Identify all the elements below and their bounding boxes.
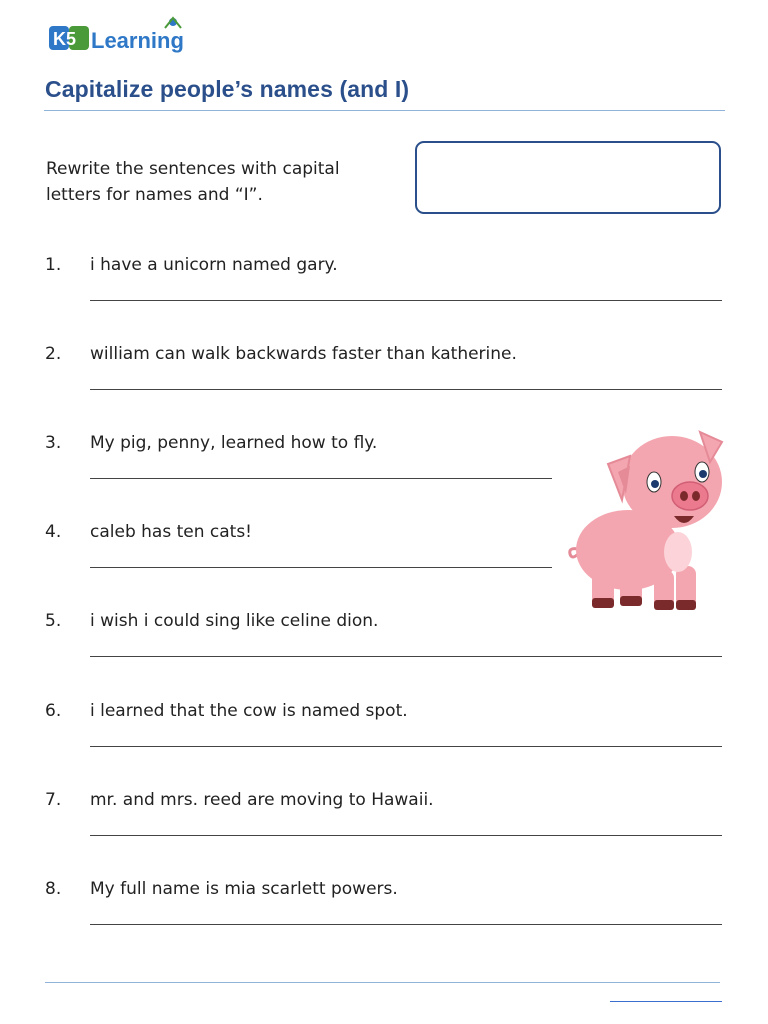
question-text: i learned that the cow is named spot.	[90, 701, 408, 721]
page-title: Capitalize people’s names (and I)	[45, 76, 410, 102]
logo-k5-text: K5	[53, 29, 77, 49]
question-number: 5.	[45, 611, 62, 631]
question-6	[0, 701, 768, 761]
answer-line-8[interactable]	[90, 924, 722, 925]
pig-illustration	[560, 420, 726, 620]
question-number: 7.	[45, 790, 62, 810]
question-text: My pig, penny, learned how to fly.	[90, 433, 378, 453]
question-text: My full name is mia scarlett powers.	[90, 879, 398, 899]
k5-learning-logo	[47, 14, 212, 58]
answer-line-6[interactable]	[90, 746, 722, 747]
footer-link[interactable]	[610, 1001, 722, 1002]
question-text: i have a unicorn named gary.	[90, 255, 338, 275]
question-number: 1.	[45, 255, 62, 275]
question-number: 6.	[45, 701, 62, 721]
instructions: Rewrite the sentences with capital letters for names and “I”.	[46, 159, 340, 205]
question-text: mr. and mrs. reed are moving to Hawaii.	[90, 790, 434, 810]
question-text: i wish i could sing like celine dion.	[90, 611, 379, 631]
answer-line-1[interactable]	[90, 300, 722, 301]
question-number: 3.	[45, 433, 62, 453]
title-divider	[44, 110, 725, 111]
question-8	[0, 879, 768, 939]
question-text: caleb has ten cats!	[90, 522, 252, 542]
question-1	[0, 255, 768, 315]
name-box[interactable]	[415, 141, 721, 214]
question-number: 8.	[45, 879, 62, 899]
answer-line-5[interactable]	[90, 656, 722, 657]
question-text: william can walk backwards faster than katherine.	[90, 344, 517, 364]
question-number: 4.	[45, 522, 62, 542]
answer-line-3[interactable]	[90, 478, 552, 479]
logo-learning-text: Learning	[91, 28, 184, 53]
footer-divider	[45, 982, 720, 983]
question-number: 2.	[45, 344, 62, 364]
question-7	[0, 790, 768, 850]
answer-line-4[interactable]	[90, 567, 552, 568]
question-5	[0, 611, 768, 671]
answer-line-2[interactable]	[90, 389, 722, 390]
question-2	[0, 344, 768, 404]
answer-line-7[interactable]	[90, 835, 722, 836]
